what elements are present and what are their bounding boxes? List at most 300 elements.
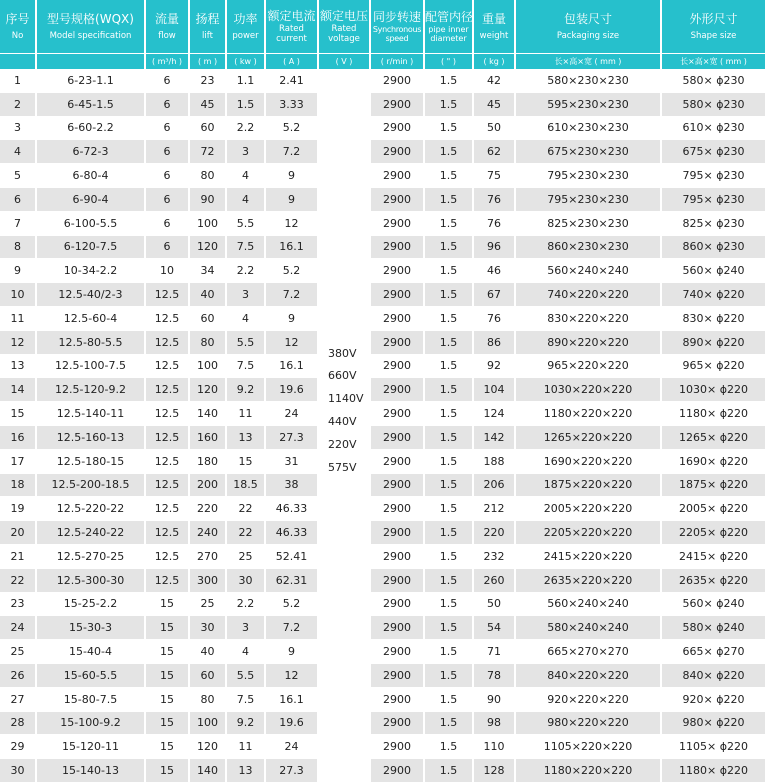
cell-packaging: 795×230×230: [516, 188, 660, 212]
unit-weight: ( kg ): [474, 53, 514, 69]
cell-power: 2.2: [227, 117, 264, 141]
cell-speed: 2900: [371, 521, 423, 545]
cell-pipe: 1.5: [425, 259, 472, 283]
cell-speed: 2900: [371, 236, 423, 260]
cell-pipe: 1.5: [425, 569, 472, 593]
cell-power: 13: [227, 759, 264, 783]
cell-shape: 580× ϕ230: [662, 93, 765, 117]
header-units-row: [0, 53, 765, 69]
voltage-spacer: [328, 69, 369, 92]
cell-weight: 124: [474, 402, 514, 426]
cell-shape: 1030× ϕ220: [662, 378, 765, 402]
cell-speed: 2900: [371, 331, 423, 355]
cell-power: 25: [227, 545, 264, 569]
header-flow: [146, 0, 188, 53]
cell-current: 46.33: [266, 497, 317, 521]
cell-pipe: 1.5: [425, 236, 472, 260]
cell-power: 30: [227, 569, 264, 593]
cell-current: 46.33: [266, 521, 317, 545]
cell-pipe: 1.5: [425, 474, 472, 498]
cell-model: 6-60-2.2: [37, 117, 144, 141]
cell-shape: 980× ϕ220: [662, 712, 765, 736]
header-lift: [190, 0, 225, 53]
cell-lift: 60: [190, 307, 225, 331]
header-current: [266, 0, 317, 53]
cell-model: 15-100-9.2: [37, 712, 144, 736]
table-row: [0, 212, 765, 236]
cell-no: 10: [0, 283, 35, 307]
cell-flow: 12.5: [146, 331, 188, 355]
voltage-value: 380V: [328, 346, 357, 360]
cell-weight: 92: [474, 355, 514, 379]
cell-power: 11: [227, 735, 264, 759]
cell-lift: 100: [190, 712, 225, 736]
header-pipe-zh: 配管内径: [425, 10, 474, 24]
cell-model: 12.5-100-7.5: [37, 355, 144, 379]
cell-flow: 12.5: [146, 402, 188, 426]
cell-lift: 140: [190, 402, 225, 426]
cell-current: 5.2: [266, 593, 317, 617]
cell-power: 1.5: [227, 93, 264, 117]
cell-weight: 128: [474, 759, 514, 783]
cell-pipe: 1.5: [425, 164, 472, 188]
cell-power: 9.2: [227, 712, 264, 736]
cell-weight: 45: [474, 93, 514, 117]
cell-current: 9: [266, 307, 317, 331]
cell-speed: 2900: [371, 93, 423, 117]
header-no-en: No: [11, 31, 24, 41]
cell-speed: 2900: [371, 450, 423, 474]
voltage-value: 220V: [328, 437, 357, 451]
cell-pipe: 1.5: [425, 759, 472, 783]
cell-model: 6-80-4: [37, 164, 144, 188]
header-speed-en-text: Synchronous speed: [372, 25, 422, 43]
cell-speed: 2900: [371, 307, 423, 331]
cell-model: 15-120-11: [37, 735, 144, 759]
cell-no: 4: [0, 140, 35, 164]
cell-packaging: 2635×220×220: [516, 569, 660, 593]
cell-packaging: 980×220×220: [516, 712, 660, 736]
cell-packaging: 1180×220×220: [516, 402, 660, 426]
cell-current: 16.1: [266, 355, 317, 379]
cell-current: 19.6: [266, 712, 317, 736]
cell-model: 15-60-5.5: [37, 664, 144, 688]
cell-model: 15-30-3: [37, 616, 144, 640]
cell-power: 5.5: [227, 664, 264, 688]
cell-flow: 12.5: [146, 450, 188, 474]
cell-flow: 6: [146, 236, 188, 260]
cell-power: 2.2: [227, 593, 264, 617]
cell-power: 3: [227, 283, 264, 307]
cell-flow: 12.5: [146, 569, 188, 593]
cell-current: 52.41: [266, 545, 317, 569]
cell-packaging: 830×220×220: [516, 307, 660, 331]
cell-flow: 12.5: [146, 355, 188, 379]
cell-weight: 110: [474, 735, 514, 759]
voltage-spacer: [328, 183, 369, 206]
cell-lift: 220: [190, 497, 225, 521]
table-row: [0, 426, 765, 450]
cell-current: 3.33: [266, 93, 317, 117]
cell-current: 24: [266, 735, 317, 759]
header-model-zh: 型号规格(WQX): [47, 12, 134, 26]
cell-weight: 62: [474, 140, 514, 164]
cell-packaging: 1030×220×220: [516, 378, 660, 402]
cell-no: 20: [0, 521, 35, 545]
cell-weight: 76: [474, 307, 514, 331]
table-row: [0, 640, 765, 664]
cell-current: 12: [266, 664, 317, 688]
cell-current: 7.2: [266, 616, 317, 640]
voltage-spacer: [328, 92, 369, 115]
cell-pipe: 1.5: [425, 331, 472, 355]
cell-pipe: 1.5: [425, 735, 472, 759]
header-shape: [662, 0, 765, 53]
cell-speed: 2900: [371, 117, 423, 141]
cell-shape: 740× ϕ220: [662, 283, 765, 307]
cell-lift: 60: [190, 117, 225, 141]
cell-packaging: 1265×220×220: [516, 426, 660, 450]
cell-lift: 120: [190, 378, 225, 402]
cell-no: 30: [0, 759, 35, 783]
header-model-en: Model specification: [49, 31, 132, 41]
cell-weight: 232: [474, 545, 514, 569]
voltage-value: 1140V: [328, 392, 364, 406]
cell-model: 6-23-1.1: [37, 69, 144, 93]
cell-no: 7: [0, 212, 35, 236]
cell-packaging: 1180×220×220: [516, 759, 660, 783]
voltage-spacer: [328, 320, 369, 343]
table-row: [0, 593, 765, 617]
cell-shape: 610× ϕ230: [662, 117, 765, 141]
cell-pipe: 1.5: [425, 640, 472, 664]
cell-weight: 75: [474, 164, 514, 188]
cell-no: 28: [0, 712, 35, 736]
cell-packaging: 2415×220×220: [516, 545, 660, 569]
cell-pipe: 1.5: [425, 593, 472, 617]
cell-pipe: 1.5: [425, 355, 472, 379]
cell-model: 10-34-2.2: [37, 259, 144, 283]
voltage-spacer: [328, 229, 369, 252]
cell-weight: 76: [474, 212, 514, 236]
voltage-value: 575V: [328, 460, 357, 474]
cell-pipe: 1.5: [425, 307, 472, 331]
cell-speed: 2900: [371, 545, 423, 569]
cell-shape: 795× ϕ230: [662, 188, 765, 212]
cell-power: 7.5: [227, 355, 264, 379]
cell-no: 8: [0, 236, 35, 260]
cell-current: 9: [266, 640, 317, 664]
cell-flow: 6: [146, 140, 188, 164]
table-row: [0, 355, 765, 379]
cell-lift: 40: [190, 283, 225, 307]
cell-packaging: 795×230×230: [516, 164, 660, 188]
cell-power: 22: [227, 521, 264, 545]
cell-shape: 1180× ϕ220: [662, 759, 765, 783]
cell-speed: 2900: [371, 759, 423, 783]
cell-current: 12: [266, 331, 317, 355]
cell-lift: 240: [190, 521, 225, 545]
cell-packaging: 1875×220×220: [516, 474, 660, 498]
cell-packaging: 2005×220×220: [516, 497, 660, 521]
cell-model: 12.5-140-11: [37, 402, 144, 426]
cell-pipe: 1.5: [425, 402, 472, 426]
cell-flow: 6: [146, 164, 188, 188]
unit-shape: 长×高×宽 ( mm ): [662, 53, 765, 69]
cell-packaging: 740×220×220: [516, 283, 660, 307]
cell-lift: 34: [190, 259, 225, 283]
cell-no: 15: [0, 402, 35, 426]
cell-power: 15: [227, 450, 264, 474]
cell-flow: 15: [146, 640, 188, 664]
cell-shape: 2635× ϕ220: [662, 569, 765, 593]
cell-current: 5.2: [266, 117, 317, 141]
cell-no: 9: [0, 259, 35, 283]
cell-shape: 560× ϕ240: [662, 259, 765, 283]
cell-flow: 12.5: [146, 283, 188, 307]
header-speed-zh: 同步转速: [372, 10, 421, 24]
cell-power: 3: [227, 616, 264, 640]
cell-weight: 220: [474, 521, 514, 545]
cell-current: 19.6: [266, 378, 317, 402]
table-body: [0, 69, 765, 783]
cell-flow: 6: [146, 93, 188, 117]
cell-power: 4: [227, 164, 264, 188]
header-voltage: [319, 0, 369, 53]
cell-lift: 120: [190, 735, 225, 759]
cell-pipe: 1.5: [425, 616, 472, 640]
cell-speed: 2900: [371, 616, 423, 640]
header-model: [37, 0, 144, 53]
cell-no: 2: [0, 93, 35, 117]
cell-packaging: 560×240×240: [516, 259, 660, 283]
cell-speed: 2900: [371, 212, 423, 236]
cell-shape: 665× ϕ270: [662, 640, 765, 664]
cell-model: 12.5-180-15: [37, 450, 144, 474]
cell-power: 3: [227, 140, 264, 164]
cell-packaging: 920×220×220: [516, 688, 660, 712]
cell-current: 27.3: [266, 759, 317, 783]
cell-no: 25: [0, 640, 35, 664]
cell-pipe: 1.5: [425, 140, 472, 164]
cell-model: 6-120-7.5: [37, 236, 144, 260]
header-no: [0, 0, 35, 53]
voltage-spacer: [328, 297, 369, 320]
cell-lift: 200: [190, 474, 225, 498]
table-row: [0, 307, 765, 331]
cell-shape: 580× ϕ240: [662, 616, 765, 640]
cell-model: 6-72-3: [37, 140, 144, 164]
table-row: [0, 735, 765, 759]
cell-pipe: 1.5: [425, 117, 472, 141]
header-voltage-en: [319, 24, 369, 44]
cell-shape: 825× ϕ230: [662, 212, 765, 236]
voltage-list: [319, 69, 369, 479]
cell-lift: 45: [190, 93, 225, 117]
cell-lift: 80: [190, 331, 225, 355]
cell-packaging: 890×220×220: [516, 331, 660, 355]
cell-packaging: 860×230×230: [516, 236, 660, 260]
header-no-zh: 序号: [5, 12, 30, 26]
cell-flow: 12.5: [146, 378, 188, 402]
cell-shape: 1265× ϕ220: [662, 426, 765, 450]
cell-weight: 96: [474, 236, 514, 260]
header-power: [227, 0, 264, 53]
cell-no: 27: [0, 688, 35, 712]
header-speed: [371, 0, 423, 53]
unit-power: ( kw ): [227, 53, 264, 69]
cell-speed: 2900: [371, 259, 423, 283]
table-header: [0, 0, 765, 69]
cell-no: 24: [0, 616, 35, 640]
cell-no: 19: [0, 497, 35, 521]
cell-speed: 2900: [371, 69, 423, 93]
cell-lift: 100: [190, 355, 225, 379]
voltage-cell: [319, 69, 369, 783]
cell-packaging: 2205×220×220: [516, 521, 660, 545]
cell-packaging: 1105×220×220: [516, 735, 660, 759]
cell-no: 29: [0, 735, 35, 759]
cell-weight: 142: [474, 426, 514, 450]
cell-speed: 2900: [371, 426, 423, 450]
header-pipe-en: [425, 25, 472, 43]
cell-speed: 2900: [371, 735, 423, 759]
cell-weight: 90: [474, 688, 514, 712]
cell-model: 6-100-5.5: [37, 212, 144, 236]
table-row: [0, 497, 765, 521]
cell-pipe: 1.5: [425, 450, 472, 474]
unit-model: [37, 53, 144, 69]
header-pipe-en-text: pipe inner diameter: [428, 25, 469, 43]
cell-shape: 1105× ϕ220: [662, 735, 765, 759]
header-packaging-en: Packaging size: [556, 31, 620, 41]
cell-lift: 30: [190, 616, 225, 640]
cell-current: 31: [266, 450, 317, 474]
header-voltage-en-text: Rated voltage: [328, 24, 360, 44]
header-current-zh: 额定电流: [267, 9, 316, 23]
cell-flow: 12.5: [146, 307, 188, 331]
table-row: [0, 545, 765, 569]
cell-power: 5.5: [227, 331, 264, 355]
cell-shape: 830× ϕ220: [662, 307, 765, 331]
cell-pipe: 1.5: [425, 664, 472, 688]
cell-shape: 1875× ϕ220: [662, 474, 765, 498]
cell-no: 23: [0, 593, 35, 617]
header-packaging: [516, 0, 660, 53]
cell-packaging: 595×230×230: [516, 93, 660, 117]
cell-shape: 840× ϕ220: [662, 664, 765, 688]
cell-no: 6: [0, 188, 35, 212]
cell-shape: 2005× ϕ220: [662, 497, 765, 521]
cell-shape: 675× ϕ230: [662, 140, 765, 164]
cell-flow: 15: [146, 759, 188, 783]
table-row: [0, 712, 765, 736]
cell-flow: 15: [146, 593, 188, 617]
cell-power: 18.5: [227, 474, 264, 498]
table-row: [0, 283, 765, 307]
cell-flow: 6: [146, 188, 188, 212]
unit-no: [0, 53, 35, 69]
cell-flow: 10: [146, 259, 188, 283]
cell-speed: 2900: [371, 569, 423, 593]
table-row: [0, 402, 765, 426]
cell-no: 1: [0, 69, 35, 93]
cell-model: 15-80-7.5: [37, 688, 144, 712]
header-flow-en: flow: [158, 31, 176, 41]
unit-flow: ( m³/h ): [146, 53, 188, 69]
cell-speed: 2900: [371, 355, 423, 379]
table-row: [0, 450, 765, 474]
table-row: [0, 521, 765, 545]
cell-packaging: 580×240×240: [516, 616, 660, 640]
header-pipe: [425, 0, 472, 53]
cell-model: 12.5-120-9.2: [37, 378, 144, 402]
cell-no: 17: [0, 450, 35, 474]
cell-weight: 212: [474, 497, 514, 521]
cell-model: 6-90-4: [37, 188, 144, 212]
table-row: [0, 331, 765, 355]
cell-no: 12: [0, 331, 35, 355]
header-shape-en: Shape size: [690, 31, 737, 41]
cell-weight: 104: [474, 378, 514, 402]
header-current-en-text: Rated current: [276, 24, 307, 44]
cell-no: 13: [0, 355, 35, 379]
cell-current: 12: [266, 212, 317, 236]
cell-flow: 15: [146, 664, 188, 688]
cell-pipe: 1.5: [425, 188, 472, 212]
cell-flow: 12.5: [146, 521, 188, 545]
cell-weight: 67: [474, 283, 514, 307]
cell-speed: 2900: [371, 688, 423, 712]
cell-speed: 2900: [371, 140, 423, 164]
header-current-en: [266, 24, 317, 44]
voltage-spacer: [328, 274, 369, 297]
cell-weight: 76: [474, 188, 514, 212]
cell-weight: 206: [474, 474, 514, 498]
cell-weight: 50: [474, 593, 514, 617]
cell-power: 22: [227, 497, 264, 521]
cell-power: 4: [227, 640, 264, 664]
cell-lift: 23: [190, 69, 225, 93]
cell-shape: 2415× ϕ220: [662, 545, 765, 569]
cell-no: 16: [0, 426, 35, 450]
cell-no: 18: [0, 474, 35, 498]
cell-lift: 300: [190, 569, 225, 593]
table-row: [0, 188, 765, 212]
cell-model: 12.5-200-18.5: [37, 474, 144, 498]
cell-speed: 2900: [371, 497, 423, 521]
cell-shape: 1180× ϕ220: [662, 402, 765, 426]
cell-weight: 42: [474, 69, 514, 93]
cell-pipe: 1.5: [425, 69, 472, 93]
cell-shape: 920× ϕ220: [662, 688, 765, 712]
cell-no: 3: [0, 117, 35, 141]
cell-flow: 15: [146, 688, 188, 712]
cell-pipe: 1.5: [425, 497, 472, 521]
cell-power: 13: [227, 426, 264, 450]
voltage-spacer: [328, 160, 369, 183]
cell-pipe: 1.5: [425, 712, 472, 736]
cell-shape: 560× ϕ240: [662, 593, 765, 617]
cell-lift: 80: [190, 688, 225, 712]
cell-weight: 50: [474, 117, 514, 141]
table-row: [0, 616, 765, 640]
table-row: [0, 688, 765, 712]
cell-flow: 6: [146, 117, 188, 141]
cell-packaging: 580×230×230: [516, 69, 660, 93]
cell-weight: 78: [474, 664, 514, 688]
cell-flow: 6: [146, 212, 188, 236]
